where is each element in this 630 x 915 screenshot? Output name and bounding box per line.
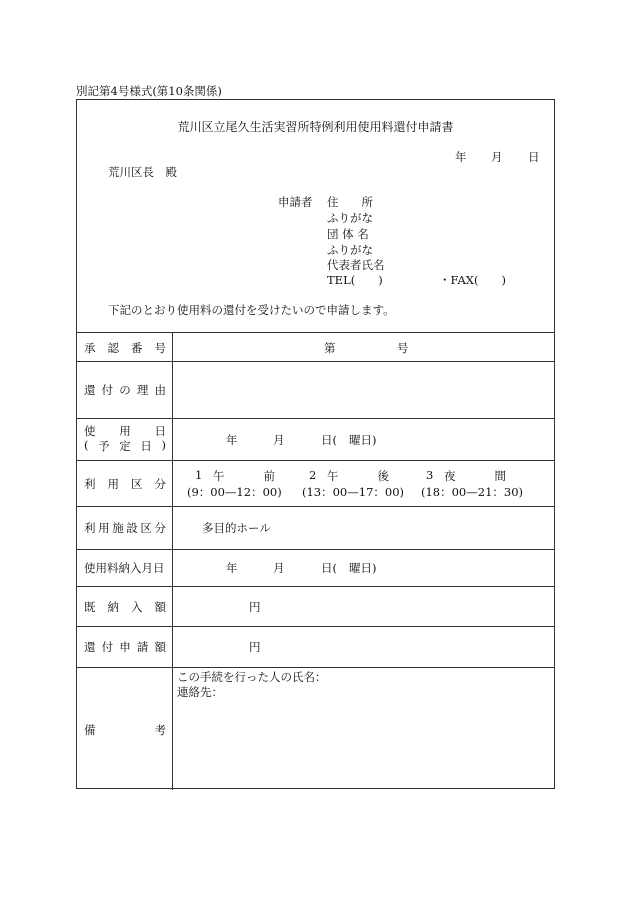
use-date-weekday: 曜日) [349,433,377,447]
facility-label: 利 用 施 設 区 分 [84,521,166,535]
applicant-representative-label: 代表者氏名 [327,258,385,272]
applicant-furigana-label: ふりがな [327,211,373,225]
row-divider [77,549,554,550]
row-divider [77,667,554,668]
form-number-label: 別記第4号様式(第10条関係) [76,84,222,98]
payment-date-year: 年 [226,561,238,575]
approval-number-prefix: 第 [324,341,336,355]
row-divider [77,460,554,461]
payment-date-label: 使用料納入月日 [84,561,165,575]
paid-amount-unit: 円 [249,600,261,614]
date-month: 月 [491,150,503,164]
category-1-name: 午 前 [213,469,275,483]
applicant-address-label: 住 所 [327,195,373,209]
remarks-contact-info: 連絡先： [177,685,223,699]
category-2-num: 2 [309,468,317,482]
payment-date-day: 日( [321,561,337,575]
addressee: 荒川区長 殿 [108,165,177,179]
row-divider [77,418,554,419]
column-divider [172,333,173,790]
refund-amount-label: 還 付 申 請 額 [84,640,166,654]
use-date-sublabel: ( 予 定 日 ) [84,438,166,453]
category-3-name: 夜 間 [444,469,506,483]
applicant-furigana-label-2: ふりがな [327,243,373,257]
use-date-day: 日( [321,433,337,447]
paid-amount-label: 既 納 入 額 [84,600,166,614]
row-divider [77,626,554,627]
category-3-num: 3 [426,468,434,482]
category-1-num: 1 [195,468,203,482]
table-top-border [77,332,554,333]
application-form [76,99,555,789]
applicant-group-name-label: 団 体 名 [327,227,369,241]
row-divider [77,506,554,507]
date-year: 年 [455,150,467,164]
use-date-label: 使 用 日 [84,424,166,438]
applicant-tel-label: TEL( ) [327,273,383,287]
row-divider [77,586,554,587]
remarks-contact-name: この手続を行った人の氏名： [177,670,327,684]
form-title: 荒川区立尾久生活実習所特例利用使用料還付申請書 [177,120,454,134]
payment-date-month: 月 [273,561,285,575]
use-category-label: 利 用 区 分 [84,477,166,491]
category-2-name: 午 後 [327,469,389,483]
category-3-time: (18：00—21：30) [421,485,524,499]
remarks-label: 備 考 [84,723,166,737]
refund-reason-label: 還 付 の 理 由 [84,383,166,397]
applicant-heading: 申請者 [278,195,313,209]
category-2-time: (13：00—17：00) [302,485,405,499]
use-date-year: 年 [226,433,238,447]
applicant-fax-label: ・FAX( ) [439,273,506,287]
refund-amount-unit: 円 [249,640,261,654]
statement: 下記のとおり使用料の還付を受けたいので申請します。 [108,303,395,317]
category-1-time: (9：00—12：00) [187,485,282,499]
payment-date-weekday: 曜日) [349,561,377,575]
facility-value: 多目的ホール [202,521,271,535]
use-date-month: 月 [273,433,285,447]
approval-number-label: 承 認 番 号 [84,341,166,355]
row-divider [77,361,554,362]
approval-number-suffix: 号 [397,341,409,355]
date-day: 日 [528,150,540,164]
